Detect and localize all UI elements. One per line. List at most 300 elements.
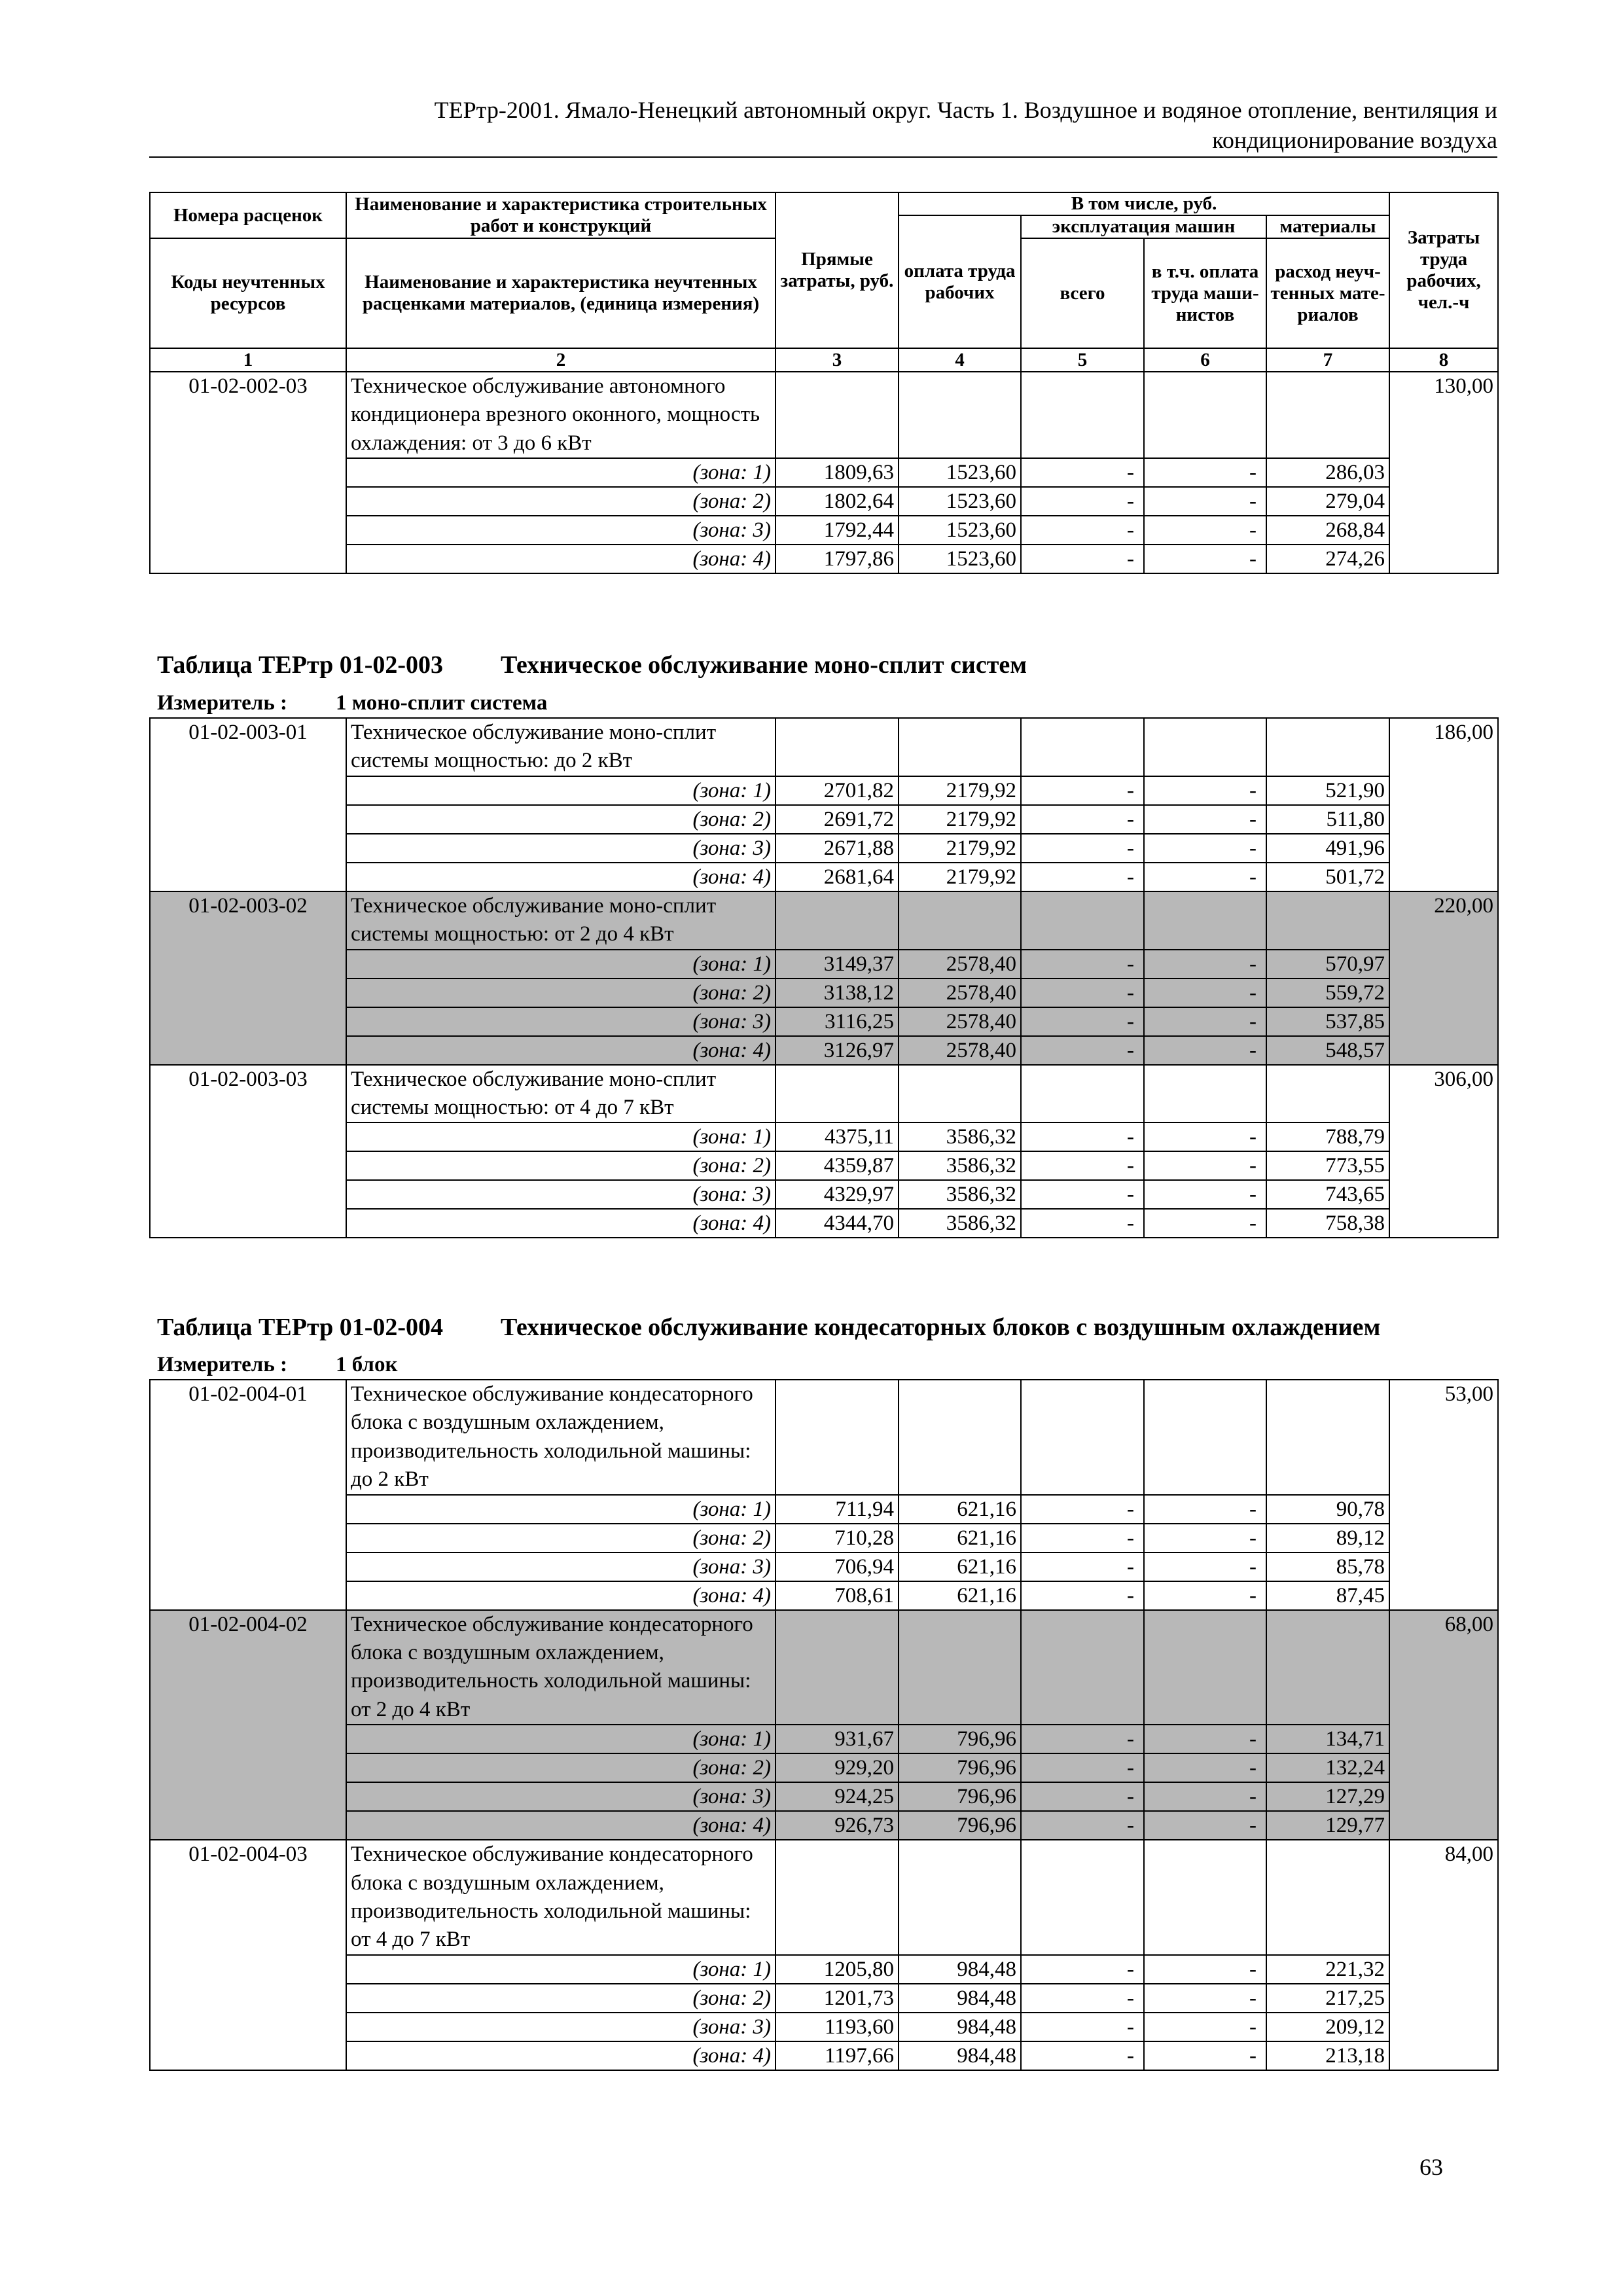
materials-cost: 559,72 bbox=[1266, 978, 1389, 1007]
col-name-materials: Наименование и характеристика неучтенных расценками материалов, (единица измерения) bbox=[346, 238, 776, 348]
materials-cost bbox=[1266, 372, 1389, 458]
machines-cost: - bbox=[1021, 805, 1144, 834]
labor-hours: 84,00 bbox=[1389, 1840, 1498, 2070]
wages-cost: 1523,60 bbox=[899, 516, 1021, 545]
rate-code: 01-02-002-03 bbox=[150, 372, 346, 573]
zone-label: (зона: 4) bbox=[346, 1036, 776, 1065]
zone-label: (зона: 4) bbox=[346, 1209, 776, 1238]
zone-label: (зона: 3) bbox=[346, 1007, 776, 1036]
machinist-wages: - bbox=[1144, 1495, 1266, 1524]
col-num: 2 bbox=[346, 348, 776, 372]
machinist-wages: - bbox=[1144, 1984, 1266, 2013]
col-codes: Коды неучтенных ресурсов bbox=[150, 238, 346, 348]
machines-cost: - bbox=[1021, 2041, 1144, 2070]
wages-cost: 1523,60 bbox=[899, 458, 1021, 487]
rate-name: Техническое обслуживание кондесаторного блока с воздушным охлаждением, производительность холодильной машины: от 2 до 4 кВт bbox=[346, 1610, 776, 1725]
running-header bbox=[149, 95, 1497, 158]
direct-cost: 2681,64 bbox=[776, 863, 899, 891]
wages-cost: 2179,92 bbox=[899, 776, 1021, 805]
materials-cost: 90,78 bbox=[1266, 1495, 1389, 1524]
machinist-wages: - bbox=[1144, 1955, 1266, 1984]
col-rate-numbers: Номера расценок bbox=[150, 192, 346, 238]
wages-cost: 796,96 bbox=[899, 1782, 1021, 1811]
machines-cost bbox=[1021, 1840, 1144, 1955]
materials-cost: 268,84 bbox=[1266, 516, 1389, 545]
direct-cost bbox=[776, 891, 899, 950]
direct-cost: 4375,11 bbox=[776, 1122, 899, 1151]
table-title-004 bbox=[157, 1313, 1380, 1342]
direct-cost bbox=[776, 1840, 899, 1955]
zone-row bbox=[150, 1007, 1498, 1036]
machinist-wages: - bbox=[1144, 2013, 1266, 2041]
zone-row bbox=[150, 1581, 1498, 1610]
zone-label: (зона: 1) bbox=[346, 1495, 776, 1524]
materials-cost: 274,26 bbox=[1266, 545, 1389, 573]
materials-cost: 286,03 bbox=[1266, 458, 1389, 487]
wages-cost: 2578,40 bbox=[899, 1007, 1021, 1036]
direct-cost: 1201,73 bbox=[776, 1984, 899, 2013]
labor-hours: 130,00 bbox=[1389, 372, 1498, 573]
col-num: 3 bbox=[776, 348, 899, 372]
zone-row bbox=[150, 1122, 1498, 1151]
direct-cost: 3149,37 bbox=[776, 950, 899, 978]
wages-cost: 2179,92 bbox=[899, 834, 1021, 863]
zone-row bbox=[150, 1495, 1498, 1524]
rate-code: 01-02-004-02 bbox=[150, 1610, 346, 1840]
direct-cost: 1197,66 bbox=[776, 2041, 899, 2070]
machines-cost: - bbox=[1021, 950, 1144, 978]
zone-row bbox=[150, 1955, 1498, 1984]
zone-label: (зона: 2) bbox=[346, 805, 776, 834]
machinist-wages: - bbox=[1144, 487, 1266, 516]
labor-hours: 68,00 bbox=[1389, 1610, 1498, 1840]
col-num: 5 bbox=[1021, 348, 1144, 372]
machinist-wages: - bbox=[1144, 545, 1266, 573]
machines-cost: - bbox=[1021, 487, 1144, 516]
wages-cost: 2578,40 bbox=[899, 950, 1021, 978]
machines-cost: - bbox=[1021, 1524, 1144, 1552]
direct-cost: 931,67 bbox=[776, 1725, 899, 1753]
col-machines: эксплуатация машин bbox=[1021, 215, 1266, 238]
materials-cost: 89,12 bbox=[1266, 1524, 1389, 1552]
machines-cost: - bbox=[1021, 1180, 1144, 1209]
zone-label: (зона: 3) bbox=[346, 1180, 776, 1209]
machinist-wages: - bbox=[1144, 805, 1266, 834]
wages-cost: 796,96 bbox=[899, 1725, 1021, 1753]
header-line-1: ТЕРтр-2001. Ямало-Ненецкий автономный округ. Часть 1. Воздушное и водяное отопление, вентиляция и bbox=[434, 97, 1497, 123]
materials-cost: 129,77 bbox=[1266, 1811, 1389, 1840]
zone-row bbox=[150, 2013, 1498, 2041]
wages-cost bbox=[899, 1840, 1021, 1955]
machines-cost: - bbox=[1021, 1007, 1144, 1036]
rates-table-004 bbox=[149, 1379, 1499, 2071]
materials-cost: 773,55 bbox=[1266, 1151, 1389, 1180]
materials-cost: 217,25 bbox=[1266, 1984, 1389, 2013]
zone-label: (зона: 2) bbox=[346, 1984, 776, 2013]
direct-cost: 1193,60 bbox=[776, 2013, 899, 2041]
section0-body bbox=[150, 372, 1498, 573]
zone-row bbox=[150, 834, 1498, 863]
zone-label: (зона: 1) bbox=[346, 1122, 776, 1151]
zone-row bbox=[150, 1209, 1498, 1238]
direct-cost: 2671,88 bbox=[776, 834, 899, 863]
labor-hours: 306,00 bbox=[1389, 1065, 1498, 1238]
machinist-wages: - bbox=[1144, 1122, 1266, 1151]
direct-cost: 4359,87 bbox=[776, 1151, 899, 1180]
machinist-wages: - bbox=[1144, 516, 1266, 545]
direct-cost: 1809,63 bbox=[776, 458, 899, 487]
col-mach-total: всего bbox=[1021, 238, 1144, 348]
machines-cost bbox=[1021, 1610, 1144, 1725]
rates-table-header bbox=[149, 192, 1499, 574]
machinist-wages: - bbox=[1144, 863, 1266, 891]
materials-cost bbox=[1266, 1840, 1389, 1955]
col-including: В том числе, руб. bbox=[899, 192, 1389, 215]
rate-code: 01-02-004-01 bbox=[150, 1380, 346, 1610]
labor-hours: 53,00 bbox=[1389, 1380, 1498, 1610]
machinist-wages bbox=[1144, 1610, 1266, 1725]
materials-cost: 788,79 bbox=[1266, 1122, 1389, 1151]
zone-row bbox=[150, 805, 1498, 834]
machines-cost: - bbox=[1021, 1984, 1144, 2013]
zone-row bbox=[150, 1725, 1498, 1753]
zone-label: (зона: 1) bbox=[346, 950, 776, 978]
zone-label: (зона: 3) bbox=[346, 1552, 776, 1581]
zone-label: (зона: 3) bbox=[346, 834, 776, 863]
machines-cost: - bbox=[1021, 1782, 1144, 1811]
section1-body bbox=[150, 718, 1498, 1238]
materials-cost: 85,78 bbox=[1266, 1552, 1389, 1581]
wages-cost: 3586,32 bbox=[899, 1180, 1021, 1209]
rate-entry-row bbox=[150, 891, 1498, 950]
machines-cost bbox=[1021, 891, 1144, 950]
machines-cost: - bbox=[1021, 2013, 1144, 2041]
direct-cost: 3126,97 bbox=[776, 1036, 899, 1065]
machines-cost: - bbox=[1021, 1552, 1144, 1581]
direct-cost bbox=[776, 1380, 899, 1495]
materials-cost: 134,71 bbox=[1266, 1725, 1389, 1753]
measure-value: 1 моно-сплит система bbox=[336, 691, 548, 715]
measure-004 bbox=[157, 1352, 397, 1377]
measure-label: Измеритель : bbox=[157, 1353, 288, 1376]
machines-cost: - bbox=[1021, 1036, 1144, 1065]
col-name-rates: Наименование и характеристика строительных работ и конструкций bbox=[346, 192, 776, 238]
zone-row bbox=[150, 1036, 1498, 1065]
rate-name: Техническое обслуживание моно-сплит системы мощностью: от 4 до 7 кВт bbox=[346, 1065, 776, 1123]
wages-cost bbox=[899, 718, 1021, 776]
direct-cost: 926,73 bbox=[776, 1811, 899, 1840]
zone-row bbox=[150, 776, 1498, 805]
machines-cost: - bbox=[1021, 458, 1144, 487]
machinist-wages: - bbox=[1144, 458, 1266, 487]
materials-cost bbox=[1266, 891, 1389, 950]
materials-cost: 758,38 bbox=[1266, 1209, 1389, 1238]
rate-entry-row bbox=[150, 372, 1498, 458]
col-num: 1 bbox=[150, 348, 346, 372]
zone-row bbox=[150, 2041, 1498, 2070]
table-code: Таблица ТЕРтр 01-02-004 bbox=[157, 1314, 444, 1341]
direct-cost: 1205,80 bbox=[776, 1955, 899, 1984]
zone-row bbox=[150, 545, 1498, 573]
machines-cost bbox=[1021, 718, 1144, 776]
machines-cost: - bbox=[1021, 863, 1144, 891]
wages-cost: 2179,92 bbox=[899, 863, 1021, 891]
rates-table-003 bbox=[149, 717, 1499, 1238]
wages-cost bbox=[899, 1380, 1021, 1495]
zone-label: (зона: 4) bbox=[346, 545, 776, 573]
table-title-003 bbox=[157, 651, 1027, 679]
rate-name: Техническое обслуживание автономного кондиционера врезного оконного, мощность охлаждения: от 3 до 6 кВт bbox=[346, 372, 776, 458]
materials-cost: 87,45 bbox=[1266, 1581, 1389, 1610]
machines-cost: - bbox=[1021, 1811, 1144, 1840]
machinist-wages: - bbox=[1144, 978, 1266, 1007]
materials-cost bbox=[1266, 1065, 1389, 1123]
zone-label: (зона: 1) bbox=[346, 1955, 776, 1984]
machinist-wages bbox=[1144, 372, 1266, 458]
rate-code: 01-02-003-01 bbox=[150, 718, 346, 891]
rate-entry-row bbox=[150, 1840, 1498, 1955]
materials-cost: 209,12 bbox=[1266, 2013, 1389, 2041]
zone-row bbox=[150, 863, 1498, 891]
wages-cost: 984,48 bbox=[899, 1955, 1021, 1984]
zone-label: (зона: 2) bbox=[346, 1151, 776, 1180]
machines-cost: - bbox=[1021, 1151, 1144, 1180]
col-num: 4 bbox=[899, 348, 1021, 372]
measure-003 bbox=[157, 691, 547, 715]
zone-label: (зона: 1) bbox=[346, 776, 776, 805]
machinist-wages bbox=[1144, 1380, 1266, 1495]
materials-cost: 548,57 bbox=[1266, 1036, 1389, 1065]
direct-cost bbox=[776, 372, 899, 458]
machinist-wages: - bbox=[1144, 1151, 1266, 1180]
materials-cost: 279,04 bbox=[1266, 487, 1389, 516]
direct-cost: 706,94 bbox=[776, 1552, 899, 1581]
wages-cost: 796,96 bbox=[899, 1811, 1021, 1840]
wages-cost: 796,96 bbox=[899, 1753, 1021, 1782]
zone-row bbox=[150, 1782, 1498, 1811]
machines-cost: - bbox=[1021, 1122, 1144, 1151]
col-num: 8 bbox=[1389, 348, 1498, 372]
zone-label: (зона: 3) bbox=[346, 2013, 776, 2041]
materials-cost: 127,29 bbox=[1266, 1782, 1389, 1811]
machines-cost: - bbox=[1021, 978, 1144, 1007]
machinist-wages bbox=[1144, 1065, 1266, 1123]
col-num: 7 bbox=[1266, 348, 1389, 372]
rate-code: 01-02-003-02 bbox=[150, 891, 346, 1065]
machinist-wages: - bbox=[1144, 1036, 1266, 1065]
zone-row bbox=[150, 1524, 1498, 1552]
machinist-wages: - bbox=[1144, 1581, 1266, 1610]
wages-cost: 3586,32 bbox=[899, 1151, 1021, 1180]
zone-row bbox=[150, 1811, 1498, 1840]
wages-cost: 984,48 bbox=[899, 2013, 1021, 2041]
direct-cost: 3138,12 bbox=[776, 978, 899, 1007]
section2-body bbox=[150, 1380, 1498, 2070]
direct-cost: 1797,86 bbox=[776, 545, 899, 573]
col-materials: материалы bbox=[1266, 215, 1389, 238]
materials-cost: 743,65 bbox=[1266, 1180, 1389, 1209]
wages-cost: 621,16 bbox=[899, 1524, 1021, 1552]
materials-cost bbox=[1266, 1380, 1389, 1495]
machinist-wages: - bbox=[1144, 950, 1266, 978]
wages-cost: 3586,32 bbox=[899, 1122, 1021, 1151]
machinist-wages: - bbox=[1144, 1180, 1266, 1209]
direct-cost: 1792,44 bbox=[776, 516, 899, 545]
machines-cost: - bbox=[1021, 1753, 1144, 1782]
materials-cost: 537,85 bbox=[1266, 1007, 1389, 1036]
machines-cost: - bbox=[1021, 545, 1144, 573]
wages-cost: 2578,40 bbox=[899, 1036, 1021, 1065]
direct-cost bbox=[776, 1610, 899, 1725]
zone-row bbox=[150, 1180, 1498, 1209]
rate-entry-row bbox=[150, 1065, 1498, 1123]
machines-cost bbox=[1021, 1380, 1144, 1495]
wages-cost: 984,48 bbox=[899, 1984, 1021, 2013]
materials-cost: 491,96 bbox=[1266, 834, 1389, 863]
wages-cost bbox=[899, 891, 1021, 950]
direct-cost: 4329,97 bbox=[776, 1180, 899, 1209]
materials-cost: 501,72 bbox=[1266, 863, 1389, 891]
wages-cost bbox=[899, 372, 1021, 458]
direct-cost bbox=[776, 1065, 899, 1123]
zone-row bbox=[150, 1984, 1498, 2013]
zone-label: (зона: 3) bbox=[346, 1782, 776, 1811]
direct-cost: 924,25 bbox=[776, 1782, 899, 1811]
materials-cost: 570,97 bbox=[1266, 950, 1389, 978]
column-numbers-row bbox=[150, 348, 1498, 372]
zone-row bbox=[150, 950, 1498, 978]
rate-code: 01-02-004-03 bbox=[150, 1840, 346, 2070]
machines-cost: - bbox=[1021, 1955, 1144, 1984]
rate-name: Техническое обслуживание моно-сплит системы мощностью: от 2 до 4 кВт bbox=[346, 891, 776, 950]
rate-entry-row bbox=[150, 1610, 1498, 1725]
materials-cost: 221,32 bbox=[1266, 1955, 1389, 1984]
machinist-wages: - bbox=[1144, 1209, 1266, 1238]
direct-cost: 3116,25 bbox=[776, 1007, 899, 1036]
measure-value: 1 блок bbox=[336, 1353, 398, 1376]
direct-cost: 929,20 bbox=[776, 1753, 899, 1782]
zone-row bbox=[150, 1151, 1498, 1180]
machines-cost: - bbox=[1021, 776, 1144, 805]
rate-name: Техническое обслуживание моно-сплит системы мощностью: до 2 кВт bbox=[346, 718, 776, 776]
zone-label: (зона: 1) bbox=[346, 458, 776, 487]
materials-cost bbox=[1266, 1610, 1389, 1725]
table-code: Таблица ТЕРтр 01-02-003 bbox=[157, 651, 444, 679]
direct-cost: 2701,82 bbox=[776, 776, 899, 805]
col-direct: Прямые затраты, руб. bbox=[776, 192, 899, 348]
direct-cost bbox=[776, 718, 899, 776]
machinist-wages: - bbox=[1144, 776, 1266, 805]
zone-label: (зона: 2) bbox=[346, 1524, 776, 1552]
col-labor: Затраты труда рабочих, чел.-ч bbox=[1389, 192, 1498, 348]
machines-cost bbox=[1021, 372, 1144, 458]
machinist-wages: - bbox=[1144, 1753, 1266, 1782]
table-title: Техническое обслуживание кондесаторных блоков с воздушным охлаждением bbox=[501, 1314, 1381, 1341]
machinist-wages: - bbox=[1144, 1782, 1266, 1811]
direct-cost: 2691,72 bbox=[776, 805, 899, 834]
machinist-wages: - bbox=[1144, 2041, 1266, 2070]
rate-entry-row bbox=[150, 1380, 1498, 1495]
zone-row bbox=[150, 487, 1498, 516]
wages-cost: 3586,32 bbox=[899, 1209, 1021, 1238]
rate-name: Техническое обслуживание кондесаторного блока с воздушным охлаждением, производительность холодильной машины: до 2 кВт bbox=[346, 1380, 776, 1495]
materials-cost: 511,80 bbox=[1266, 805, 1389, 834]
wages-cost: 1523,60 bbox=[899, 545, 1021, 573]
col-num: 6 bbox=[1144, 348, 1266, 372]
materials-cost: 521,90 bbox=[1266, 776, 1389, 805]
labor-hours: 186,00 bbox=[1389, 718, 1498, 891]
wages-cost: 621,16 bbox=[899, 1495, 1021, 1524]
materials-cost: 132,24 bbox=[1266, 1753, 1389, 1782]
zone-label: (зона: 1) bbox=[346, 1725, 776, 1753]
zone-label: (зона: 2) bbox=[346, 1753, 776, 1782]
direct-cost: 710,28 bbox=[776, 1524, 899, 1552]
machinist-wages: - bbox=[1144, 1524, 1266, 1552]
machinist-wages: - bbox=[1144, 1007, 1266, 1036]
zone-row bbox=[150, 516, 1498, 545]
materials-cost bbox=[1266, 718, 1389, 776]
zone-row bbox=[150, 1552, 1498, 1581]
zone-label: (зона: 2) bbox=[346, 487, 776, 516]
zone-label: (зона: 3) bbox=[346, 516, 776, 545]
wages-cost: 984,48 bbox=[899, 2041, 1021, 2070]
labor-hours: 220,00 bbox=[1389, 891, 1498, 1065]
machinist-wages bbox=[1144, 1840, 1266, 1955]
wages-cost: 2179,92 bbox=[899, 805, 1021, 834]
table-title: Техническое обслуживание моно-сплит систем bbox=[501, 651, 1027, 679]
machinist-wages: - bbox=[1144, 1725, 1266, 1753]
zone-row bbox=[150, 1753, 1498, 1782]
machinist-wages: - bbox=[1144, 834, 1266, 863]
zone-label: (зона: 4) bbox=[346, 1581, 776, 1610]
measure-label: Измеритель : bbox=[157, 691, 288, 715]
rate-name: Техническое обслуживание кондесаторного блока с воздушным охлаждением, производительность холодильной машины: от 4 до 7 кВт bbox=[346, 1840, 776, 1955]
machines-cost bbox=[1021, 1065, 1144, 1123]
machinist-wages: - bbox=[1144, 1552, 1266, 1581]
wages-cost: 621,16 bbox=[899, 1552, 1021, 1581]
wages-cost: 621,16 bbox=[899, 1581, 1021, 1610]
machines-cost: - bbox=[1021, 1209, 1144, 1238]
machinist-wages bbox=[1144, 718, 1266, 776]
machinist-wages bbox=[1144, 891, 1266, 950]
col-mach-wages: в т.ч. оплата труда маши-нистов bbox=[1144, 238, 1266, 348]
machines-cost: - bbox=[1021, 1725, 1144, 1753]
zone-row bbox=[150, 458, 1498, 487]
direct-cost: 708,61 bbox=[776, 1581, 899, 1610]
col-wages: оплата труда рабочих bbox=[899, 215, 1021, 348]
page-number: 63 bbox=[1419, 2154, 1443, 2180]
materials-cost: 213,18 bbox=[1266, 2041, 1389, 2070]
zone-row bbox=[150, 978, 1498, 1007]
machines-cost: - bbox=[1021, 1581, 1144, 1610]
wages-cost: 2578,40 bbox=[899, 978, 1021, 1007]
rate-code: 01-02-003-03 bbox=[150, 1065, 346, 1238]
zone-label: (зона: 4) bbox=[346, 2041, 776, 2070]
zone-label: (зона: 4) bbox=[346, 1811, 776, 1840]
direct-cost: 1802,64 bbox=[776, 487, 899, 516]
col-mat-usage: расход неуч-тенных мате-риалов bbox=[1266, 238, 1389, 348]
machines-cost: - bbox=[1021, 516, 1144, 545]
machines-cost: - bbox=[1021, 1495, 1144, 1524]
zone-label: (зона: 4) bbox=[346, 863, 776, 891]
wages-cost bbox=[899, 1610, 1021, 1725]
zone-label: (зона: 2) bbox=[346, 978, 776, 1007]
machinist-wages: - bbox=[1144, 1811, 1266, 1840]
rate-entry-row bbox=[150, 718, 1498, 776]
machines-cost: - bbox=[1021, 834, 1144, 863]
direct-cost: 711,94 bbox=[776, 1495, 899, 1524]
header-line-2: кондиционирование воздуха bbox=[1212, 127, 1497, 153]
